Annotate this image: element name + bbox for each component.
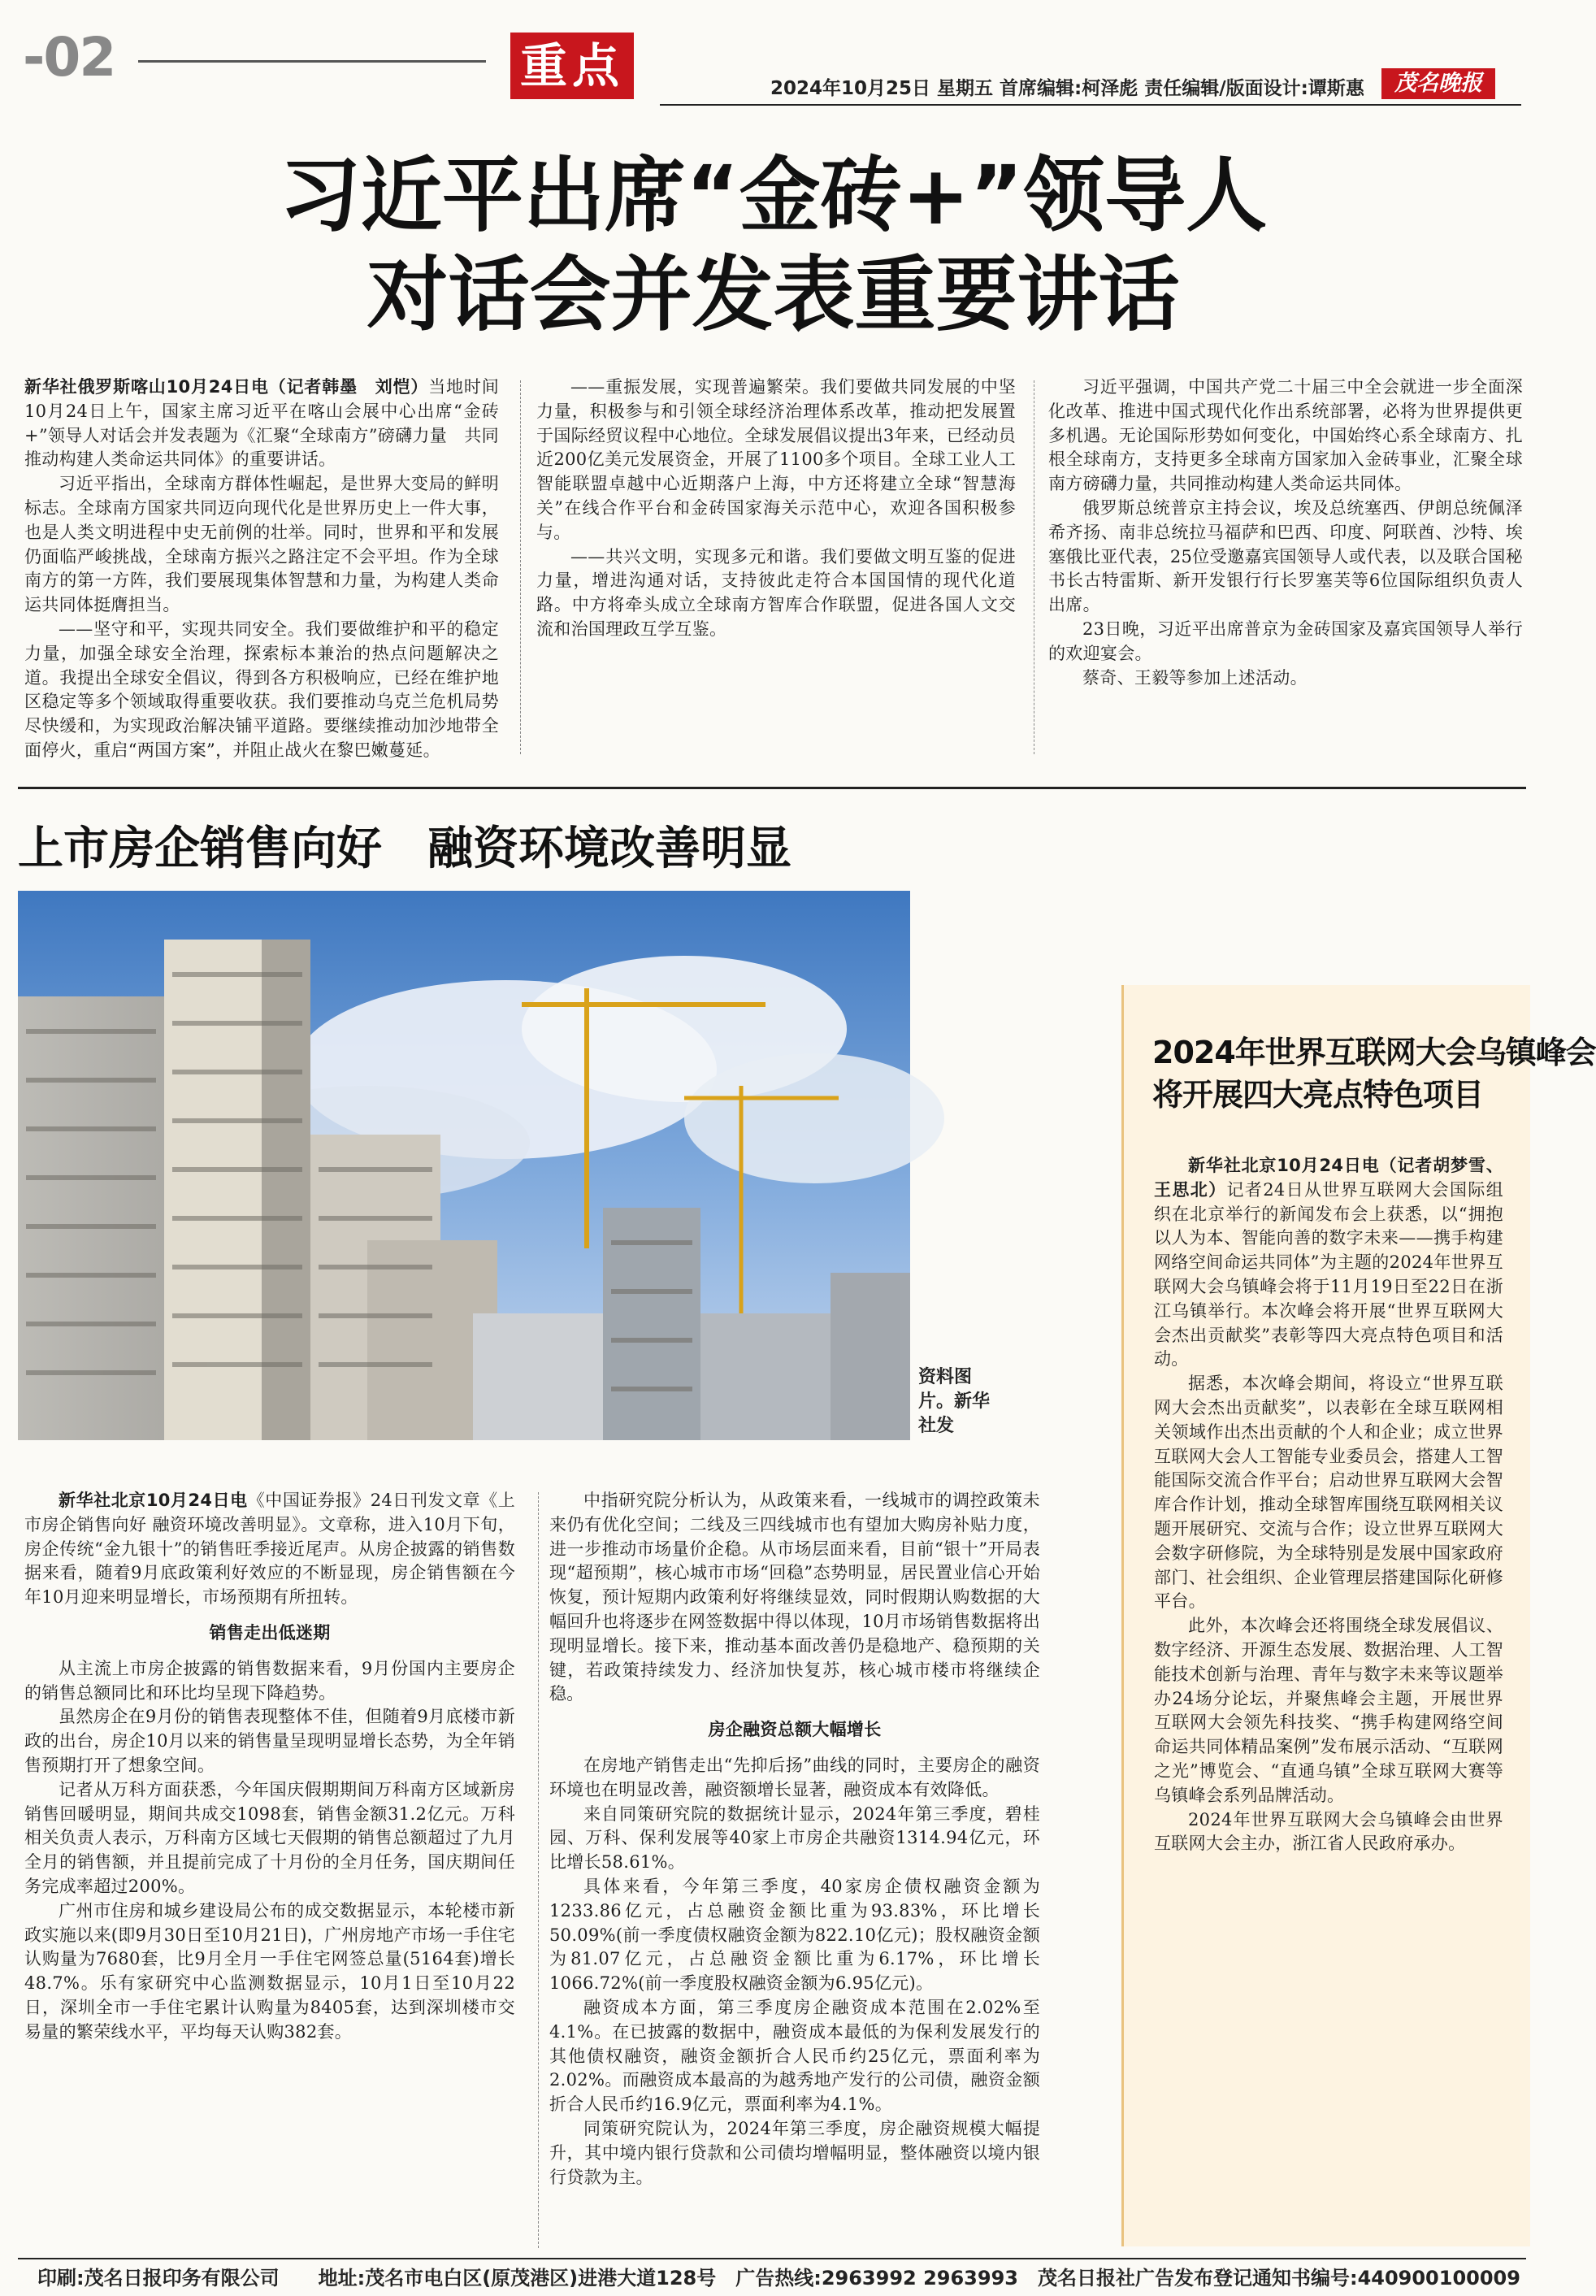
main-article-col2 xyxy=(536,375,1016,642)
wic-para-1: 据悉，本次峰会期间，将设立“世界互联网大会杰出贡献奖”，以表彰在全球互联网相关领域作出杰出贡献的个人和企业；成立世界互联网大会人工智能专业委员会，搭建人工智能国际交流合作平台；启动世界互联网大会智库合作计划，推动全球智库围绕互联网相关议题开展研究、交流与合作；设立世界互联网大会数字研修院，为全球特别是发展中国家政府部门、社会组织、企业管理层搭建国际化研修平台。 xyxy=(1154,1374,1503,1612)
property-para-4: 广州市住房和城乡建设局公布的成交数据显示，本轮楼市新政实施以来(即9月30日至10月21日)，广州房地产市场一手住宅认购量为7680套，比9月全月一手住宅网签总量(5164套)增长48.7%。乐有家研究中心监测数据显示，10月1日至10月22日，深圳全市一手住宅累计认购量为8405套，达到深圳楼市交易量的繁荣线水平，平均每天认购382套。 xyxy=(24,1900,515,2042)
building-photo xyxy=(18,891,910,1440)
main-article-col1 xyxy=(24,375,499,763)
building-far xyxy=(700,1313,831,1440)
property-subhead-2: 房企融资总额大幅增长 xyxy=(708,1720,882,1740)
main-headline-line2: 对话会并发表重要讲话 xyxy=(366,247,1180,342)
footer-info: 印刷:茂名日报印务有限公司 地址:茂名市电白区(原茂港区)进港大道128号 广告热线:2963992 2963993 茂名日报社广告发布登记通知书编号:440900100009 xyxy=(37,2267,1520,2289)
property-para-6: 在房地产销售走出“先抑后扬”曲线的同时，主要房企的融资环境也在明显改善，融资额增长显著，融资成本有效降低。 xyxy=(549,1755,1040,1799)
masthead-logo xyxy=(1381,68,1495,99)
cloud xyxy=(684,1053,944,1183)
building-edge xyxy=(831,1273,910,1440)
main-para-4: ——共兴文明，实现多元和谐。我们要做文明互鉴的促进力量，增进沟通对话，支持彼此走符合本国国情的现代化道路。中方将牵头成立全球南方智库合作联盟，促进各国人文交流和治国理政互学互鉴。 xyxy=(536,546,1016,639)
wic-article xyxy=(1154,1154,1503,1856)
photo-caption: 资料图片。新华社发 xyxy=(918,1367,991,1436)
section-separator xyxy=(18,787,1526,789)
section-label: 重点 xyxy=(519,38,624,93)
property-para-7: 来自同策研究院的数据统计显示，2024年第三季度，碧桂园、万科、保利发展等40家上市房企共融资1314.94亿元，环比增长58.61%。 xyxy=(549,1803,1040,1873)
property-para-3: 记者从万科方面获悉，今年国庆假期期间万科南方区域新房销售回暖明显，期间共成交1098套，销售金额31.2亿元。万科相关负责人表示，万科南方区域七天假期的销售总额超过了九月全月的销售额，并且提前完成了十月份的全月任务，国庆期间任务完成率超过200%。 xyxy=(24,1779,515,1896)
wic-para-2: 此外，本次峰会还将围绕全球发展倡议、数字经济、开源生态发展、数据治理、人工智能技术创新与治理、青年与数字未来等议题举办24场分论坛，并聚焦峰会主题，开展世界互联网大会领先科技奖、“携手构建网络空间命运共同体精品案例”发布展示活动、“互联网之光”博览会、“直通乌镇”全球互联网大赛等乌镇峰会系列品牌活动。 xyxy=(1154,1616,1503,1805)
wic-para-3: 2024年世界互联网大会乌镇峰会由世界互联网大会主办，浙江省人民政府承办。 xyxy=(1154,1809,1503,1854)
property-col1 xyxy=(24,1489,515,2045)
column-divider xyxy=(538,1492,539,2248)
column-divider xyxy=(520,380,521,754)
main-para-8: 蔡奇、王毅等参加上述活动。 xyxy=(1082,667,1308,688)
wic-para-0: 记者24日从世界互联网大会国际组织在北京举行的新闻发布会上获悉，以“拥抱以人为本、智能向善的数字未来——携手构建网络空间命运共同体”为主题的2024年世界互联网大会乌镇峰会将于11月19日至22日在浙江乌镇举行。本次峰会将开展“世界互联网大会杰出贡献奖”表彰等四大亮点特色项目和活动。 xyxy=(1154,1179,1503,1369)
main-headline-line1: 习近平出席“金砖+”领导人 xyxy=(279,148,1268,243)
wic-dateline: 新华社北京10月24日电（记者胡梦雪、王思北） xyxy=(1154,1156,1503,1200)
page-number: -02 xyxy=(23,26,115,89)
footer-rule xyxy=(18,2258,1526,2259)
property-dateline: 新华社北京10月24日电 xyxy=(59,1491,248,1510)
wic-headline-line2: 将开展四大亮点特色项目 xyxy=(1152,1077,1484,1113)
main-dateline: 新华社俄罗斯喀山10月24日电（记者韩墨 刘恺） xyxy=(24,377,429,397)
header-rule xyxy=(660,104,1521,106)
property-subhead-1: 销售走出低迷期 xyxy=(209,1622,331,1643)
main-para-6: 俄罗斯总统普京主持会议，埃及总统塞西、伊朗总统佩泽希齐扬、南非总统拉马福萨和巴西、印度、阿联酋、沙特、埃塞俄比亚代表，25位受邀嘉宾国领导人或代表，以及联合国秘书长古特雷斯、新开发银行行长罗塞芙等6位国际组织负责人出席。 xyxy=(1048,497,1523,615)
wic-headline-line1: 2024年世界互联网大会乌镇峰会 xyxy=(1152,1035,1596,1070)
main-para-2: ——坚守和平，实现共同安全。我们要做维护和平的稳定力量，加强全球安全治理，探索标本兼治的热点问题解决之道。我提出全球安全倡议，得到各方积极响应，已经在维护地区稳定等多个领域取得重要收获。我们要推动乌克兰危机局势尽快缓和，为实现政治解决铺平道路。要继续推动加沙地带全面停火，重启“两国方案”，并阻止战火在黎巴嫩蔓延。 xyxy=(24,618,499,760)
main-para-3: ——重振发展，实现普遍繁荣。我们要做共同发展的中坚力量，积极参与和引领全球经济治理体系改革，推动把发展置于国际经贸议程中心地位。全球发展倡议提出3年来，已经动员近200亿美元发展资金，开展了1100多个项目。全球工业人工智能联盟卓越中心近期落户上海，中方还将建立全球“智慧海关”在线合作平台和金砖国家海关示范中心，欢迎各国积极参与。 xyxy=(536,377,1016,542)
property-para-9: 融资成本方面，第三季度房企融资成本范围在2.02%至4.1%。在已披露的数据中，融资成本最低的为保利发展发行的其他债权融资，融资金额折合人民币约25亿元，票面利率为2.02%。而融资成本最高的为越秀地产发行的公司债，融资金额折合人民币约16.9亿元，票面利率为4.1%。 xyxy=(549,1997,1040,2115)
section-badge xyxy=(510,33,634,99)
property-col2 xyxy=(549,1489,1040,2190)
property-para-10: 同策研究院认为，2024年第三季度，房企融资规模大幅提升，其中境内银行贷款和公司债均增幅明显，整体融资以境内银行贷款为主。 xyxy=(549,2118,1040,2187)
main-article-col3 xyxy=(1048,375,1523,690)
property-headline: 上市房企销售向好 融资环境改善明显 xyxy=(18,822,791,875)
main-para-0: 当地时间10月24日上午，国家主席习近平在喀山会展中心出席“金砖+”领导人对话会并发表题为《汇聚“全球南方”磅礴力量 共同推动构建人类命运共同体》的重要讲话。 xyxy=(24,377,499,470)
property-para-5: 中指研究院分析认为，从政策来看，一线城市的调控政策未来仍有优化空间；二线及三四线城市也有望加大购房补贴力度，进一步推动市场量价企稳。从市场层面来看，目前“银十”开局表现“超预期”，核心城市市场“回稳”态势明显，居民置业信心开始恢复，预计短期内政策利好将继续显效，同时假期认购数据的大幅回升也将逐步在网签数据中得以体现，10月市场销售数据将出现明显增长。接下来，推动基本面改善仍是稳地产、稳预期的关键，若政策持续发力、经济加快复苏，核心城市楼市将继续企稳。 xyxy=(549,1491,1040,1704)
header-info: 2024年10月25日 星期五 首席编辑:柯泽彪 责任编辑/版面设计:谭斯惠 xyxy=(770,78,1364,99)
main-para-7: 23日晚，习近平出席普京为金砖国家及嘉宾国领导人举行的欢迎宴会。 xyxy=(1048,618,1523,663)
property-para-8: 具体来看，今年第三季度，40家房企债权融资金额为1233.86亿元，占总融资金额比重为93.83%，环比增长50.09%(前一季度债权融资金额为822.10亿元)；股权融资金额为81.07亿元，占总融资金额比重为6.17%，环比增长1066.72%(前一季度股权融资金额为6.95亿元)。 xyxy=(549,1876,1040,1994)
property-para-2: 虽然房企在9月份的销售表现整体不佳，但随着9月底楼市新政的出台，房企10月以来的销售量呈现明显增长态势，为全年销售预期打开了想象空间。 xyxy=(24,1707,515,1775)
main-para-5: 习近平强调，中国共产党二十届三中全会就进一步全面深化改革、推进中国式现代化作出系统部署，必将为世界提供更多机遇。无论国际形势如何变化，中国始终心系全球南方、扎根全球南方，支持更多全球南方国家加入金砖事业，汇聚全球南方磅礴力量，共同推动构建人类命运共同体。 xyxy=(1048,377,1523,494)
header-rule-left xyxy=(138,60,486,63)
main-para-1: 习近平指出，全球南方群体性崛起，是世界大变局的鲜明标志。全球南方国家共同迈向现代化是世界历史上一件大事，也是人类文明进程中史无前例的壮举。同时，世界和平和发展仍面临严峻挑战，全球南方振兴之路注定不会平坦。作为全球南方的第一方阵，我们要展现集体智慧和力量，为构建人类命运共同体挺膺担当。 xyxy=(24,474,499,615)
building-low xyxy=(473,1313,619,1440)
logo-text: 茂名晚报 xyxy=(1394,71,1482,96)
property-lead: 《中国证券报》24日刊发文章《上市房企销售向好 融资环境改善明显》。文章称，进入10月下旬，房企传统“金九银十”的销售旺季接近尾声。从房企披露的销售数据来看，随着9月底政策利好效应的不断显现，房企销售额在今年10月迎来明显增长，市场预期有所扭转。 xyxy=(24,1491,516,1608)
property-para-1: 从主流上市房企披露的销售数据来看，9月份国内主要房企的销售总额同比和环比均呈现下降趋势。 xyxy=(24,1658,515,1703)
